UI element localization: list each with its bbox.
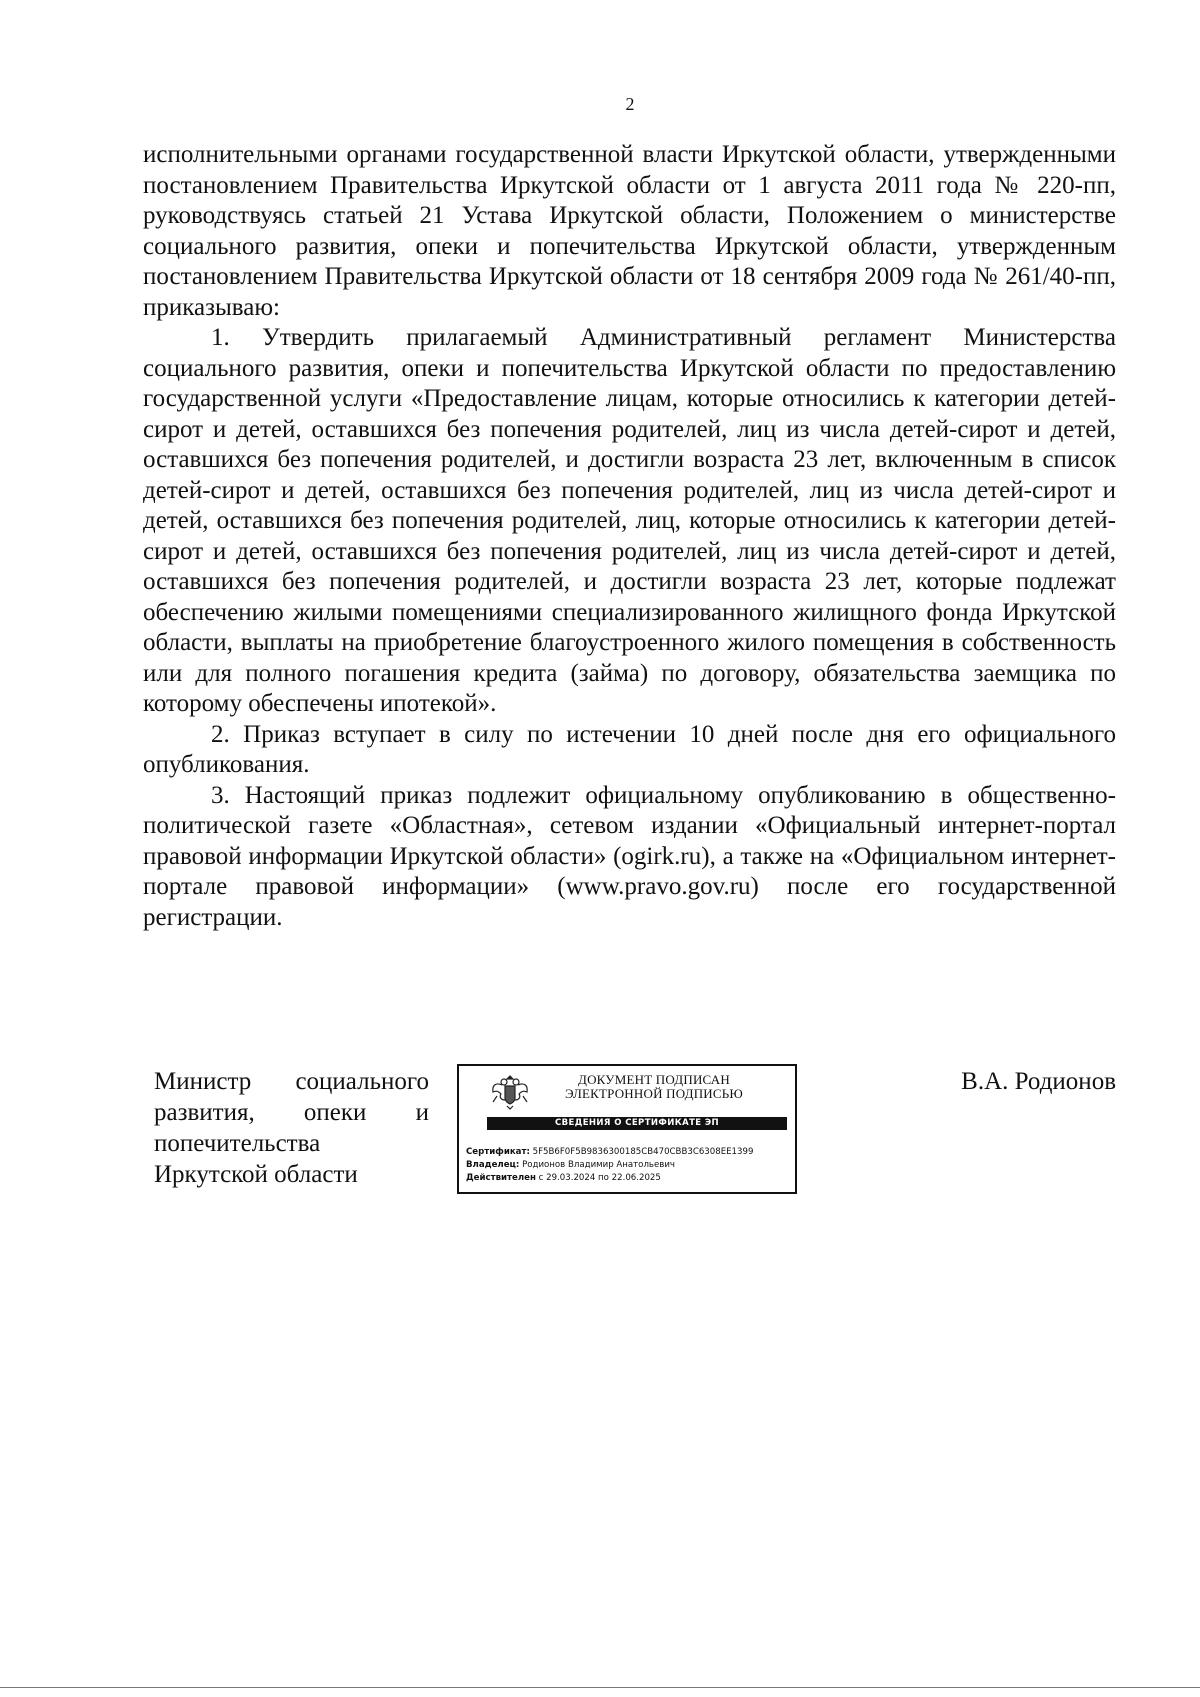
certificate-row <box>466 1146 796 1159</box>
intro-paragraph: исполнительными органами государственной власти Иркутской области, утвержденными постановлением Правительства Иркутской области от 1 августа 2011 года № 220-пп, руководствуясь статьей 21 Устава Иркутской области, Положением о министерстве социального развития, опеки и попечительства Иркутской области, утвержденным постановлением Правительства Иркутской области от 18 сентября 2009 года № 261/40-пп, приказываю: <box>143 141 1116 321</box>
order-item-1: 1. Утвердить прилагаемый Административный регламент Министерства социального развития, опеки и попечительства Иркутской области по предоставлению государственной услуги «Предоставление лицам, которые относились к категории детей-сирот и детей, оставшихся без попечения родителей, лиц из числа детей-сирот и детей, оставшихся без попечения родителей, и достигли возраста 23 лет, включенным в список детей-сирот и детей, оставшихся без попечения родителей, лиц из числа детей-сирот и детей, оставшихся без попечения родителей, лиц, которые относились к категории детей-сирот и детей, оставшихся без попечения родителей, лиц из числа детей-сирот и детей, оставшихся без попечения родителей, и достигли возраста 23 лет, которые подлежат обеспечению жилыми помещениями специализированного жилищного фонда Иркутской области, выплаты на приобретение благоустроенного жилого помещения в собственность или для полного погашения кредита (займа) по договору, обязательства заемщика по которому обеспечены ипотекой». <box>143 324 1116 717</box>
certificate-value: 5F5B6F0F5B9836300185CB470CBB3C6308EE1399 <box>532 1147 754 1157</box>
signer-name: В.А. Родионов <box>961 1068 1116 1095</box>
signer-position-line: развития, опеки и <box>154 1099 429 1126</box>
electronic-signature-stamp <box>457 1064 797 1194</box>
certificate-label: Сертификат: <box>466 1147 530 1157</box>
page-number: 2 <box>625 94 635 114</box>
signer-position-line: Иркутской области <box>154 1161 358 1188</box>
stamp-title-line: ДОКУМЕНТ ПОДПИСАН <box>578 1072 730 1087</box>
order-item-3: 3. Настоящий приказ подлежит официальному опубликованию в общественно-политической газете «Областная», сетевом издании «Официальный интернет-портал правовой информации Иркутской области» (ogirk.ru), а также на «Официальном интернет-портале правовой информации» (www.pravo.gov.ru) после его государственной регистрации. <box>143 781 1116 931</box>
stamp-title <box>539 1073 769 1101</box>
document-body <box>143 140 1116 933</box>
validity-value: с 29.03.2024 по 22.06.2025 <box>538 1173 661 1183</box>
signer-position-line: Министр социального <box>154 1068 429 1095</box>
owner-label: Владелец: <box>466 1160 520 1170</box>
certificate-details <box>466 1146 796 1185</box>
footer-divider <box>0 1687 1200 1688</box>
order-item-2: 2. Приказ вступает в силу по истечении 10 дней после дня его официального опубликования. <box>143 720 1116 778</box>
stamp-title-line: ЭЛЕКТРОННОЙ ПОДПИСЬЮ <box>565 1086 743 1101</box>
owner-value: Родионов Владимир Анатольевич <box>522 1160 676 1170</box>
owner-row <box>466 1159 796 1172</box>
certificate-info-bar: СВЕДЕНИЯ О СЕРТИФИКАТЕ ЭП <box>487 1117 787 1130</box>
coat-of-arms-icon <box>489 1070 531 1112</box>
validity-label: Действителен <box>466 1173 536 1183</box>
signer-position-line: попечительства <box>154 1130 321 1157</box>
validity-row <box>466 1172 796 1185</box>
signer-position <box>154 1066 429 1190</box>
